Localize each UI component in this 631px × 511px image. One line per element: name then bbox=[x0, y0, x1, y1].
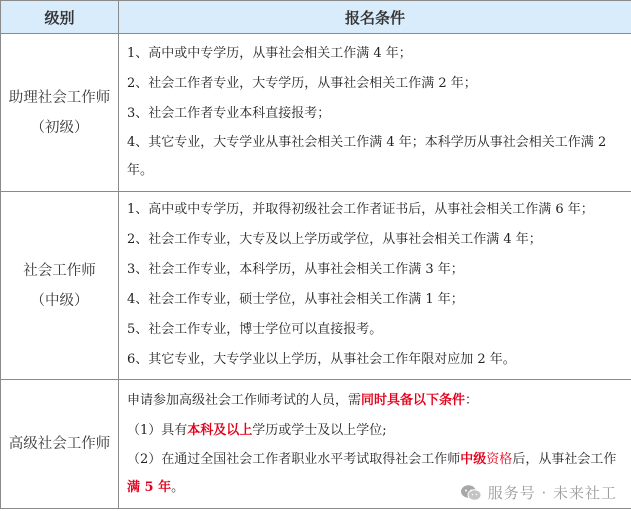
condition-line: 4、其它专业，大专学业从事社会相关工作满 4 年；本科学历从事社会相关工作满 2 年。 bbox=[127, 135, 607, 178]
level-name: 社会工作师 bbox=[23, 262, 96, 279]
intro-text: 申请参加高级社会工作师考试的人员，需 bbox=[127, 392, 362, 408]
level-name: 高级社会工作师 bbox=[8, 436, 111, 452]
condition-text: （1）具有 bbox=[127, 422, 188, 438]
condition-line: 2、社会工作专业，大专及以上学历或学位，从事社会相关工作满 4 年； bbox=[127, 232, 542, 247]
level-tier: （初级） bbox=[30, 119, 89, 136]
condition-highlight: 资格 bbox=[486, 451, 513, 467]
condition-highlight: 本科及以上 bbox=[187, 422, 253, 438]
condition-line: 6、其它专业，大专学业以上学历，从事社会工作年限对应加 2 年。 bbox=[127, 352, 516, 367]
table-row bbox=[1, 34, 631, 192]
condition-line bbox=[127, 416, 625, 446]
intro-highlight: 同时具备以下条件 bbox=[361, 392, 466, 408]
table-header-row bbox=[1, 1, 631, 34]
table-row bbox=[1, 192, 631, 380]
level-cell bbox=[1, 380, 119, 509]
condition-line: 3、社会工作专业，本科学历，从事社会相关工作满 3 年； bbox=[127, 262, 464, 277]
condition-text: 后，从事社会工作 bbox=[512, 451, 617, 467]
conditions-cell bbox=[119, 34, 631, 192]
condition-highlight: 中级 bbox=[460, 451, 487, 467]
header-level: 级别 bbox=[1, 1, 119, 34]
header-conditions: 报名条件 bbox=[119, 1, 631, 34]
intro-end: ： bbox=[465, 392, 479, 408]
condition-text: （2）在通过全国社会工作者职业水平考试取得社会工作师 bbox=[127, 451, 461, 467]
condition-line: 4、社会工作专业，硕士学位，从事社会相关工作满 1 年； bbox=[127, 292, 464, 307]
watermark bbox=[460, 482, 617, 503]
condition-intro bbox=[127, 386, 625, 416]
condition-line: 3、社会工作者专业本科直接报考； bbox=[127, 106, 331, 121]
watermark-text: 服务号 · 未来社工 bbox=[487, 484, 617, 502]
condition-text: 学历或学士及以上学位; bbox=[252, 422, 387, 438]
condition-text: 。 bbox=[171, 479, 185, 495]
level-cell bbox=[1, 34, 119, 192]
conditions-cell bbox=[119, 192, 631, 380]
level-tier: （中级） bbox=[30, 292, 89, 309]
level-name: 助理社会工作师 bbox=[8, 89, 111, 106]
wechat-icon bbox=[460, 484, 482, 502]
condition-line: 5、社会工作专业，博士学位可以直接报考。 bbox=[127, 322, 383, 337]
condition-line: 1、高中或中专学历，并取得初级社会工作者证书后，从事社会相关工作满 6 年； bbox=[127, 202, 594, 217]
level-cell bbox=[1, 192, 119, 380]
condition-line: 2、社会工作者专业，大专学历，从事社会相关工作满 2 年； bbox=[127, 76, 477, 91]
condition-line: 1、高中或中专学历，从事社会相关工作满 4 年； bbox=[127, 46, 412, 61]
condition-highlight: 满 5 年 bbox=[127, 479, 172, 495]
